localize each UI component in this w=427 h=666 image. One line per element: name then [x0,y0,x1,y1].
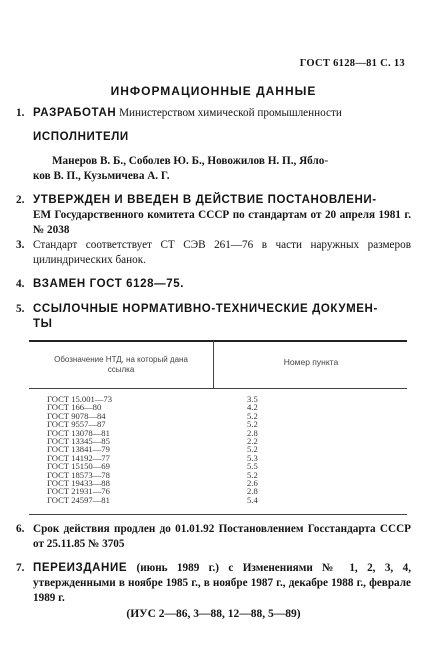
section-3-number: 3. [16,239,25,251]
table-row [29,496,407,504]
table-cell-clause: 5.2 [247,469,258,480]
section-5-title-line-2: ТЫ [33,318,53,330]
section-2-number: 2. [16,194,25,206]
table-cell-document: ГОСТ 15.001—73 [47,394,113,404]
page-header: ГОСТ 6128—81 С. 13 [299,58,405,69]
table-top-rule [29,340,407,342]
table-cell-document: ГОСТ 13078—81 [47,427,110,438]
section-3 [16,238,411,268]
table-cell-clause: 3.5 [247,394,258,404]
table-cell-document: ГОСТ 19433—88 [47,477,110,488]
section-7 [16,561,411,606]
table-cell-document: ГОСТ 18573—78 [47,469,110,480]
section-6-number: 6. [16,523,25,535]
table-cell-clause: 2.2 [247,435,258,446]
section-2-label: УТВЕРЖДЕН И ВВЕДЕН В ДЕЙСТВИЕ ПОСТАНОВЛЕНИ- [33,194,377,206]
table-header-rule [29,388,407,389]
section-6-text: Срок действия продлен до 01.01.92 Постановлением Госстандарта СССР от 25.11.85 № 3705 [33,523,411,550]
table-bottom-rule [29,514,407,515]
section-2 [16,193,411,238]
section-2-text: ЕМ Государственного комитета СССР по стандартам от 20 апреля 1981 г. № 2038 [33,209,411,236]
section-3-text: Стандарт соответствует СТ СЭВ 261—76 в части наружных размеров цилиндрических банок. [33,239,411,266]
table-cell-clause: 2.8 [247,486,258,497]
table-cell-clause: 5.2 [247,419,258,430]
section-1-number: 1. [16,107,25,119]
table-cell-document: ГОСТ 166—80 [47,402,102,413]
table-cell-document: ГОСТ 9078—84 [47,410,106,421]
table-header-clause: Номер пункта [283,357,339,367]
table-cell-clause: 5.5 [247,461,258,472]
table-cell-document: ГОСТ 15150—69 [47,461,110,472]
table-cell-clause: 5.2 [247,410,258,421]
table-cell-document: ГОСТ 21931—76 [47,486,110,497]
section-6 [16,522,411,552]
table-cell-clause: 2.8 [247,427,258,438]
table-cell-document: ГОСТ 13345—85 [47,435,110,446]
table-cell-clause: 5.3 [247,452,258,463]
table-body [29,395,407,504]
performers-line-1: Манеров В. Б., Соболев Ю. Б., Новожилов Н. П., Ябло- [52,155,329,167]
section-1-label: РАЗРАБОТАН [33,107,117,119]
table-cell-document: ГОСТ 24597—81 [47,494,110,505]
section-1-text: Министерством химической промышленности [119,107,342,119]
section-5-title-line-1: ССЫЛОЧНЫЕ НОРМАТИВНО-ТЕХНИЧЕСКИЕ ДОКУМЕН- [33,303,378,315]
table-cell-clause: 5.4 [247,494,258,505]
section-7-label: ПЕРЕИЗДАНИЕ [33,562,128,574]
ius-reference: (ИУС 2—86, 3—88, 12—88, 5—89) [126,608,301,620]
section-7-number: 7. [16,562,25,574]
section-7-text: (июнь 1989 г.) с Изменениями № 1, 2, 3, 4, утвержденными в ноябре 1985 г., в ноябре 1987 г., декабре 1988 г., феврале 1989 г. [33,562,411,604]
table-cell-clause: 4.2 [247,402,258,413]
section-5-number: 5. [16,303,25,315]
page-title: ИНФОРМАЦИОННЫЕ ДАННЫЕ [110,84,317,98]
table-cell-document: ГОСТ 14192—77 [47,452,110,463]
table-cell-document: ГОСТ 13841—79 [47,444,110,455]
table-header-document: Обозначение НТД, на который дана ссылка [54,355,188,374]
performers-line-2: ков В. П., Кузьмичева А. Г. [33,170,170,182]
table-header-divider [213,340,214,388]
section-4-label: ВЗАМЕН ГОСТ 6128—75. [33,278,185,290]
table-cell-clause: 2.6 [247,477,258,488]
section-4 [16,277,411,292]
section-5 [16,302,411,332]
reference-table [29,340,407,505]
section-1 [16,106,411,121]
performers-label: ИСПОЛНИТЕЛИ [33,131,129,143]
table-cell-document: ГОСТ 9557—87 [47,419,106,430]
table-cell-clause: 5.2 [247,444,258,455]
section-4-number: 4. [16,278,25,290]
